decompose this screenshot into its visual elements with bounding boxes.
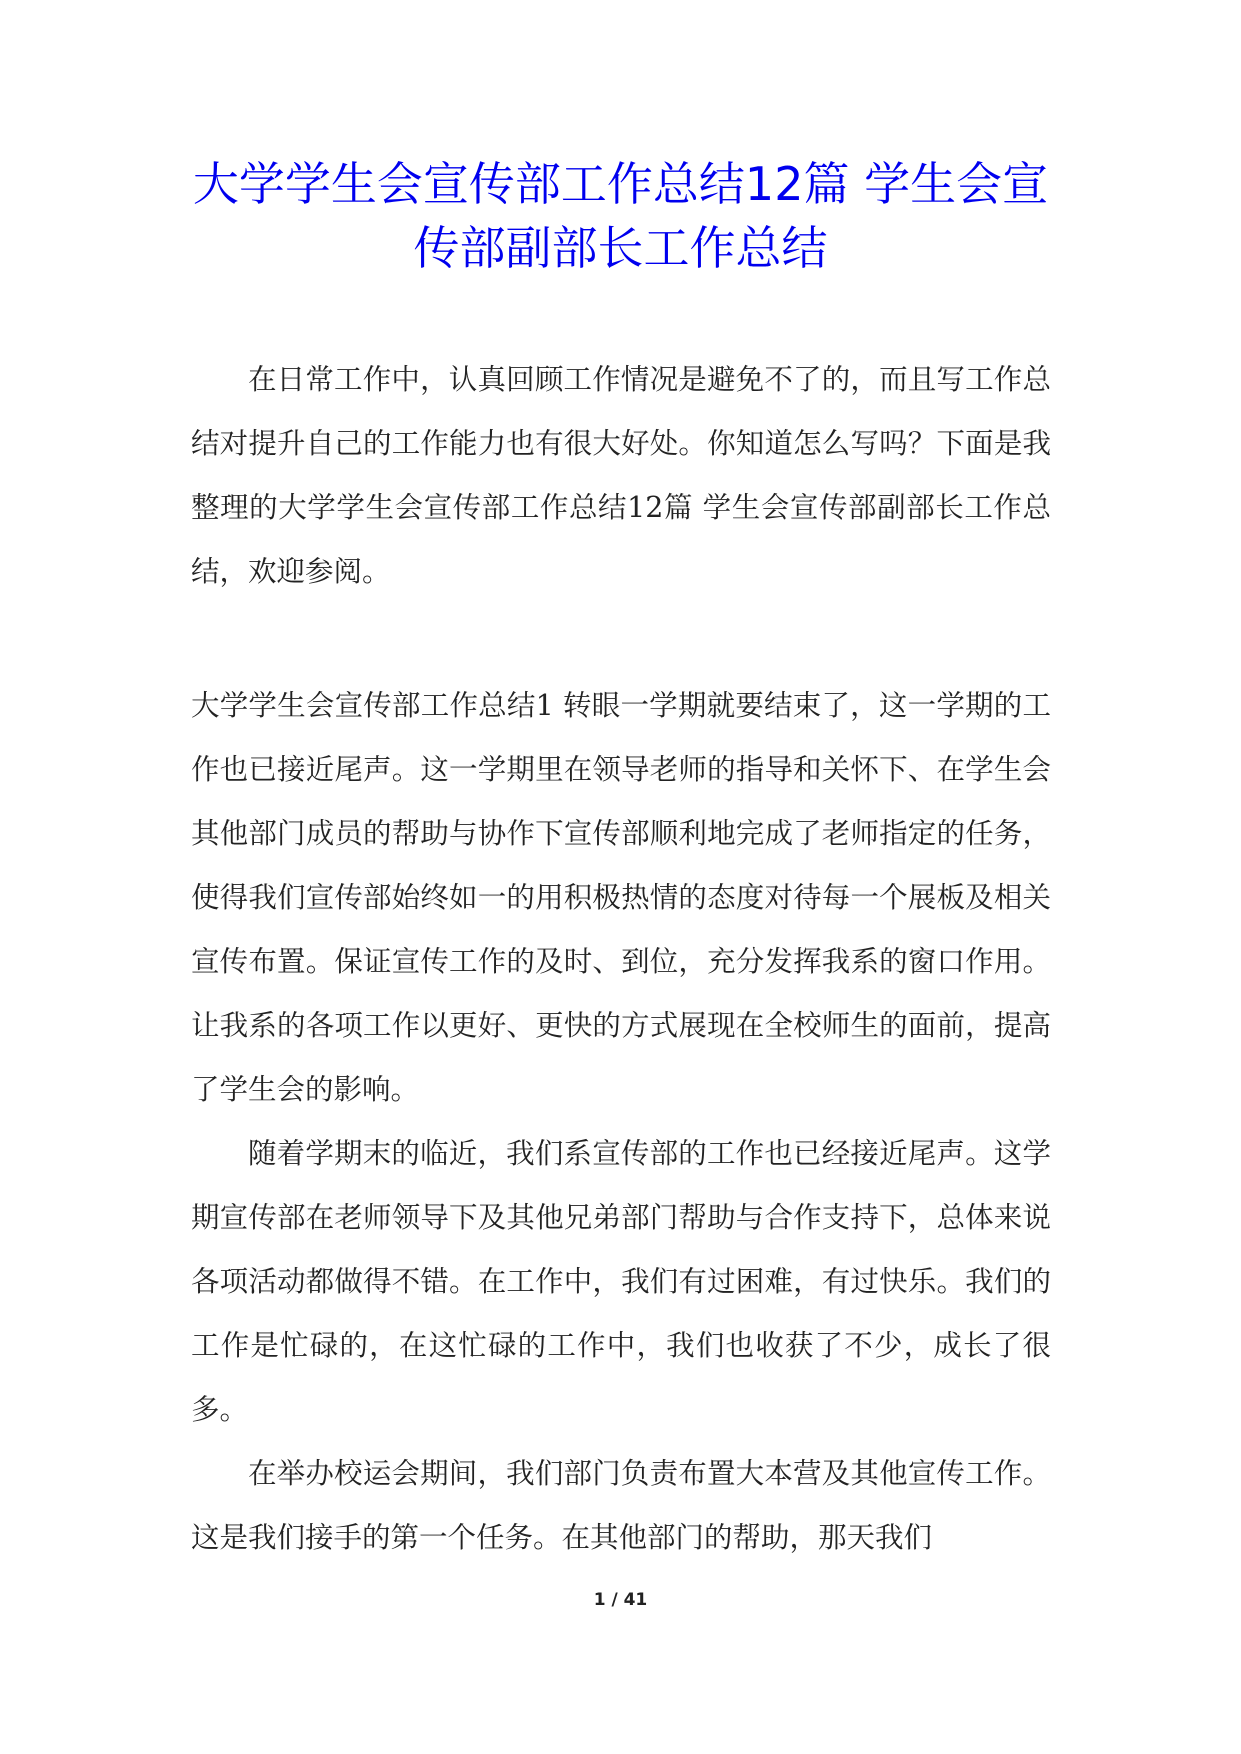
intro-paragraph: 在日常工作中，认真回顾工作情况是避免不了的，而且写工作总结对提升自己的工作能力也有很大好处。你知道怎么写吗？下面是我整理的大学学生会宣传部工作总结12篇 学生会宣传部副部长工作总结，欢迎参阅。 — [191, 363, 1051, 588]
title-line-2: 传部副部长工作总结 — [413, 221, 828, 275]
section-1-paragraph-1-text: 转眼一学期就要结束了，这一学期的工作也已接近尾声。这一学期里在领导老师的指导和关怀下、在学生会其他部门成员的帮助与协作下宣传部顺利地完成了老师指定的任务，使得我们宣传部始终如一的用积极热情的态度对待每一个展板及相关宣传布置。保证宣传工作的及时、到位，充分发挥我系的窗口作用。让我系的各项工作以更好、更快的方式展现在全校师生的面前，提高了学生会的影响。 — [191, 689, 1051, 1106]
section-1-paragraph-2: 随着学期末的临近，我们系宣传部的工作也已经接近尾声。这学期宣传部在老师领导下及其他兄弟部门帮助与合作支持下，总体来说各项活动都做得不错。在工作中，我们有过困难，有过快乐。我们的工作是忙碌的，在这忙碌的工作中，我们也收获了不少，成长了很多。 — [191, 1137, 1051, 1426]
document-title — [160, 152, 1081, 280]
section-1-heading: 大学学生会宣传部工作总结1 — [191, 689, 554, 722]
page-number: 1 / 41 — [593, 1590, 648, 1610]
section-1-first-paragraph — [191, 674, 1051, 1122]
document-body — [191, 348, 1051, 1570]
title-line-1: 大学学生会宣传部工作总结12篇 学生会宣 — [192, 157, 1049, 211]
section-1-paragraph-3: 在举办校运会期间，我们部门负责布置大本营及其他宣传工作。这是我们接手的第一个任务。在其他部门的帮助，那天我们 — [191, 1457, 1051, 1554]
